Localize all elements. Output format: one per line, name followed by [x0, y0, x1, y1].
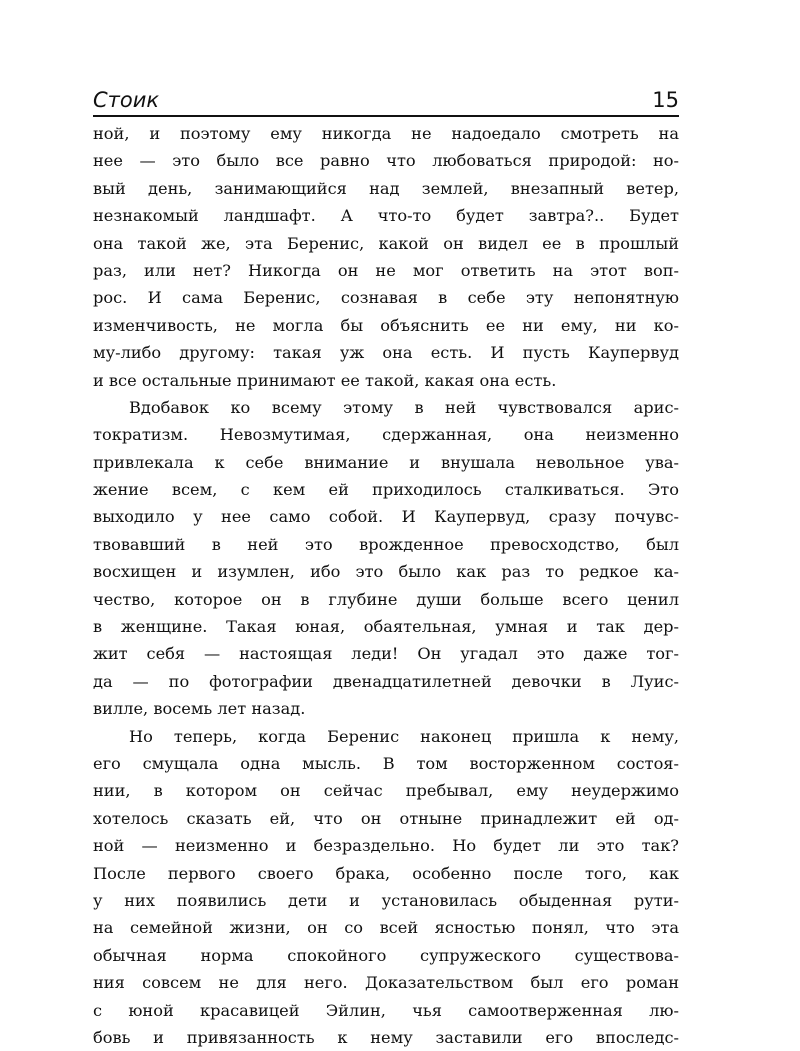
text-line: на семейной жизни, он со всей ясностью понял, что эта — [93, 918, 679, 938]
text-line: нии, в котором он сейчас пребывал, ему неудержимо — [93, 781, 679, 801]
text-line: хотелось сказать ей, что он отныне принадлежит ей од- — [93, 808, 679, 828]
text-line: обычная норма спокойного супружеского существова- — [93, 945, 679, 965]
text-line: вилле, восемь лет назад. — [93, 699, 306, 719]
text-line: в женщине. Такая юная, обаятельная, умная и так дер- — [93, 617, 679, 637]
running-header — [93, 88, 679, 114]
text-line: выходило у нее само собой. И Каупервуд, сразу почувс- — [93, 507, 679, 527]
text-line: незнакомый ландшафт. А что-то будет завтра?.. Будет — [93, 206, 679, 226]
text-line: бовь и привязанность к нему заставили его впоследс- — [93, 1027, 679, 1047]
text-line: чество, которое он в глубине души больше всего ценил — [93, 589, 679, 609]
text-line: твовавший в ней это врожденное превосходство, был — [93, 534, 679, 554]
text-line: тократизм. Невозмутимая, сдержанная, она неизменно — [93, 425, 679, 445]
text-line: После первого своего брака, особенно после того, как — [93, 863, 679, 883]
text-line: му-либо другому: такая уж она есть. И пусть Каупервуд — [93, 343, 679, 363]
text-line: ния совсем не для него. Доказательством был его роман — [93, 973, 679, 993]
text-line: его смущала одна мысль. В том восторженном состоя- — [93, 753, 679, 773]
text-line: Вдобавок ко всему этому в ней чувствовался арис- — [129, 397, 679, 417]
text-line: у них появились дети и установилась обыденная рути- — [93, 890, 679, 910]
text-line: вый день, занимающийся над землей, внезапный ветер, — [93, 178, 679, 198]
text-line: и все остальные принимают ее такой, какая она есть. — [93, 370, 557, 390]
text-line: привлекала к себе внимание и внушала невольное ува- — [93, 452, 679, 472]
header-rule — [93, 115, 679, 117]
text-line: да — по фотографии двенадцатилетней девочки в Луис- — [93, 671, 679, 691]
text-line: восхищен и изумлен, ибо это было как раз то редкое ка- — [93, 562, 679, 582]
text-line: рос. И сама Беренис, сознавая в себе эту непонятную — [93, 288, 679, 308]
running-title: Стоик — [93, 88, 160, 112]
text-line: жит себя — настоящая леди! Он угадал это даже тог- — [93, 644, 679, 664]
text-line: жение всем, с кем ей приходилось сталкиваться. Это — [93, 480, 679, 500]
text-line: раз, или нет? Никогда он не мог ответить на этот воп- — [93, 260, 679, 280]
text-line: изменчивость, не могла бы объяснить ее ни ему, ни ко- — [93, 315, 679, 335]
page-number: 15 — [652, 88, 679, 112]
text-line: с юной красавицей Эйлин, чья самоотверженная лю- — [93, 1000, 679, 1020]
text-line: она такой же, эта Беренис, какой он видел ее в прошлый — [93, 233, 679, 253]
text-line: ной, и поэтому ему никогда не надоедало смотреть на — [93, 124, 679, 143]
text-line: Но теперь, когда Беренис наконец пришла к нему, — [129, 726, 679, 746]
text-line: нее — это было все равно что любоваться природой: но- — [93, 151, 679, 171]
body-text — [93, 120, 679, 1051]
text-line: ной — неизменно и безраздельно. Но будет ли это так? — [93, 836, 679, 856]
